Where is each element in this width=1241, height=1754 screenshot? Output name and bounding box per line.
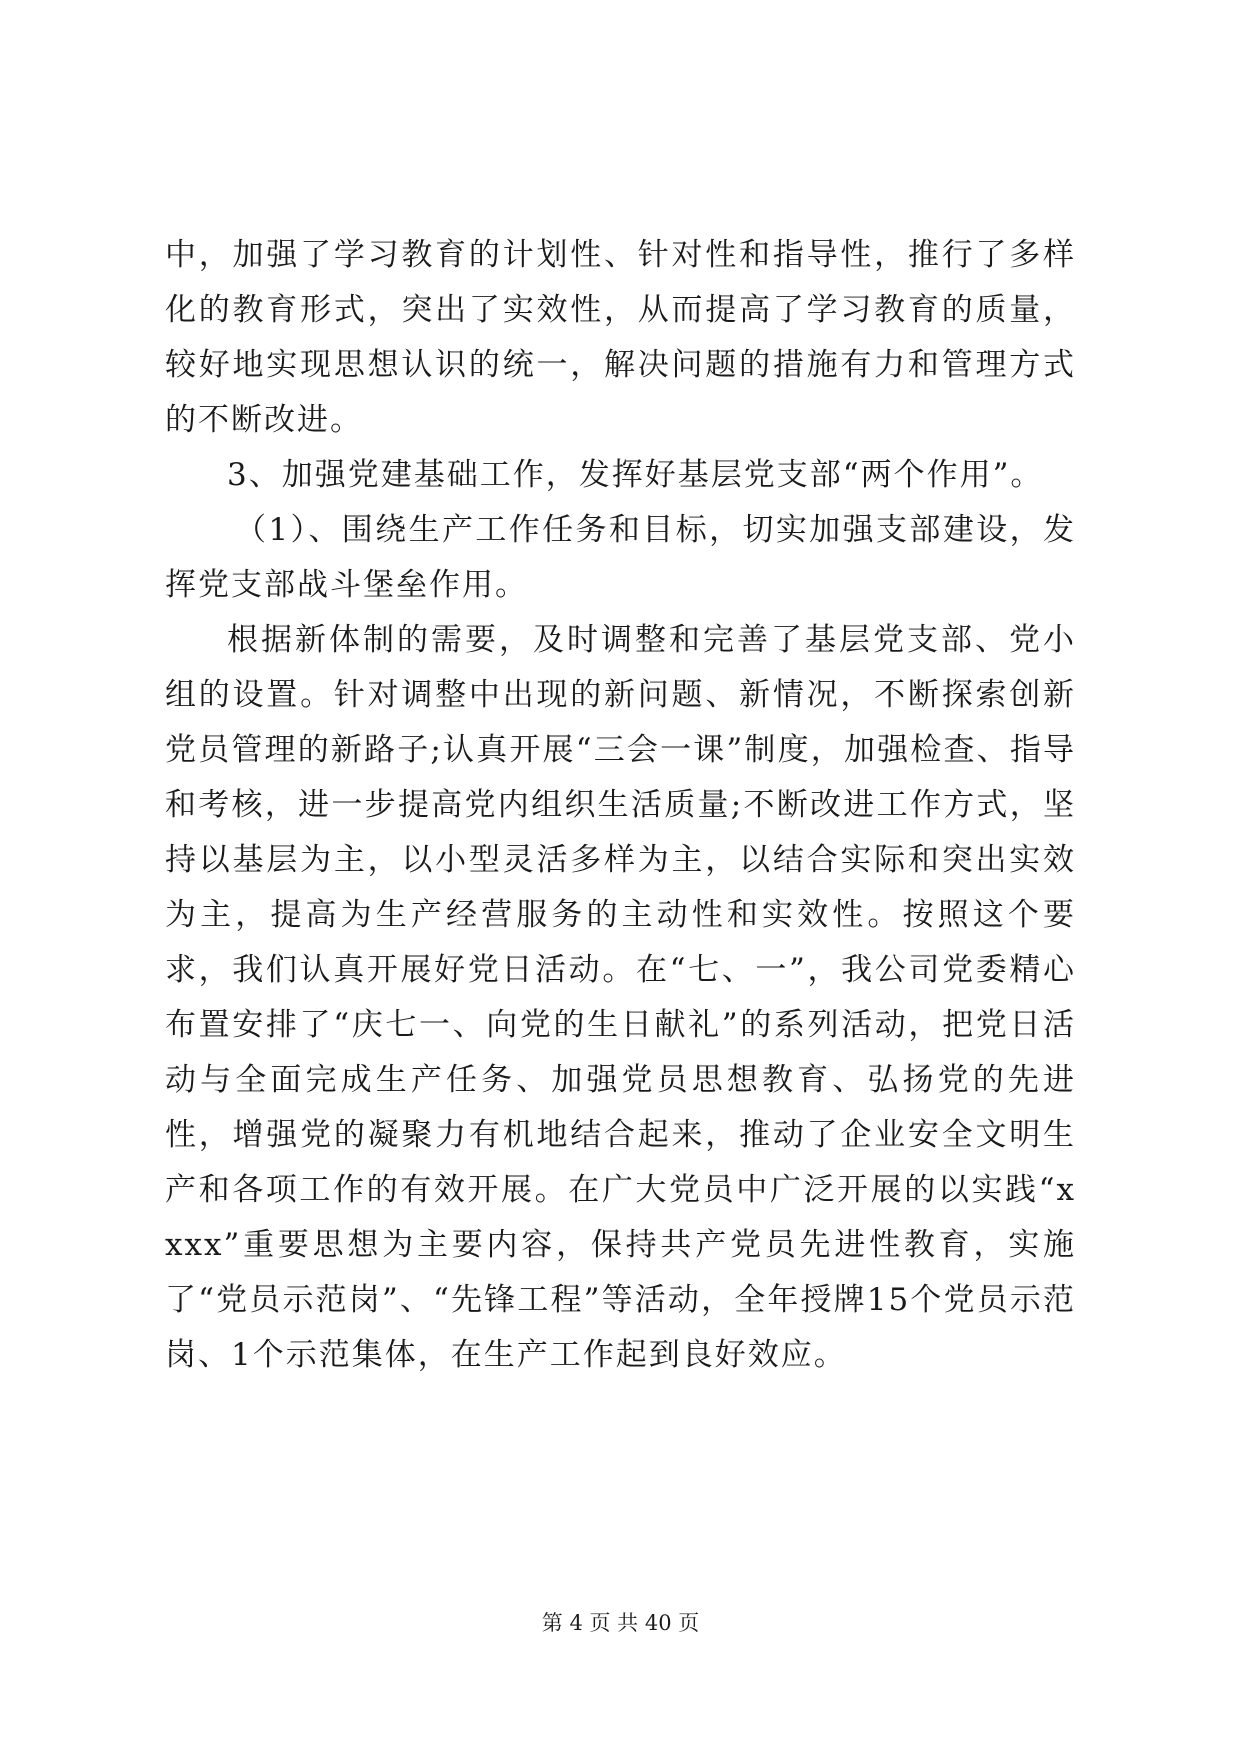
section-heading: 3、加强党建基础工作，发挥好基层党支部“两个作用”。 <box>227 457 1044 493</box>
document-body <box>165 228 1076 1383</box>
subsection-heading: （1）、围绕生产工作任务和目标，切实加强支部建设，发挥党支部战斗堡垒作用。 <box>165 512 1076 603</box>
paragraph-continuation: 中，加强了学习教育的计划性、针对性和指导性，推行了多样化的教育形式，突出了实效性，从而提高了学习教育的质量，较好地实现思想认识的统一，解决问题的措施有力和管理方式的不断改进。 <box>165 237 1076 438</box>
paragraph-body: 根据新体制的需要，及时调整和完善了基层党支部、党小组的设置。针对调整中出现的新问题、新情况，不断探索创新党员管理的新路子;认真开展“三会一课”制度，加强检查、指导和考核，进一步提高党内组织生活质量;不断改进工作方式，坚持以基层为主，以小型灵活多样为主，以结合实际和突出实效为主，提高为生产经营服务的主动性和实效性。按照这个要求，我们认真开展好党日活动。在“七、一”，我公司党委精心布置安排了“庆七一、向党的生日献礼”的系列活动，把党日活动与全面完成生产任务、加强党员思想教育、弘扬党的先进性，增强党的凝聚力有机地结合起来，推动了企业安全文明生产和各项工作的有效开展。在广大党员中广泛开展的以实践“xxxx”重要思想为主要内容，保持共产党员先进性教育，实施了“党员示范岗”、“先锋工程”等活动，全年授牌15个党员示范岗、1个示范集体，在生产工作起到良好效应。 <box>165 622 1076 1373</box>
page-footer: 第 4 页 共 40 页 <box>541 1611 700 1635</box>
